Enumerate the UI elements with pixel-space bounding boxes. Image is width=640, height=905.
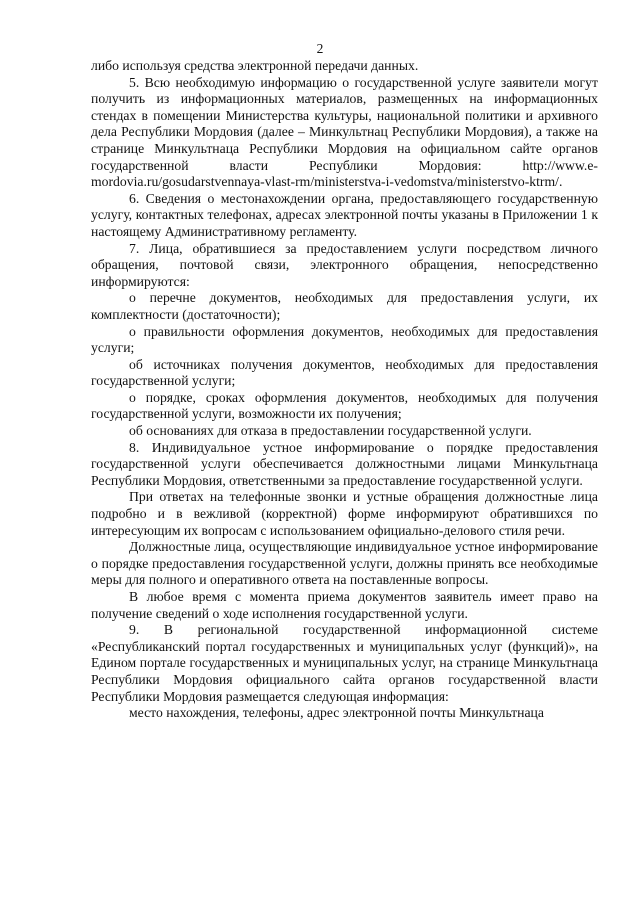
- paragraph-location-info: место нахождения, телефоны, адрес электронной почты Минкультнаца: [129, 705, 544, 721]
- paragraph-continuation: либо используя средства электронной передачи данных.: [91, 58, 419, 73]
- paragraph-item-9: 9. В региональной государственной информационной системе «Республиканский портал государственных и муниципальных услуг (функций)», на Едином портале государственных и муниципальных услуг, на странице Минкультнаца Республики Мордовия официального сайта органов государственной власти Республики Мордовия размещается следующая информация:: [91, 622, 598, 704]
- paragraph-officials: Должностные лица, осуществляющие индивидуальное устное информирование о порядке предоставления государственной услуги, должны принять все необходимые меры для полного и оперативного ответа на поставленные вопросы.: [91, 539, 598, 588]
- paragraph-info-documents-list: о перечне документов, необходимых для предоставления услуги, их комплектности (достаточности);: [91, 290, 598, 322]
- paragraph-info-sources: об источниках получения документов, необходимых для предоставления государственной услуги;: [91, 356, 598, 389]
- document-body: [91, 58, 598, 722]
- paragraph-item-6: 6. Сведения о местонахождении органа, предоставляющего государственную услугу, контактных телефонах, адресах электронной почты указаны в Приложении 1 к настоящему Административному регламенту.: [91, 190, 598, 239]
- paragraph-info-terms: о порядке, сроках оформления документов, необходимых для получения государственной услуги, возможности их получения;: [91, 389, 598, 422]
- page-number: 2: [316, 41, 324, 56]
- paragraph-item-7: 7. Лица, обратившиеся за предоставлением услуги посредством личного обращения, почтовой связи, электронного обращения, непосредственно информируются:: [91, 240, 598, 289]
- paragraph-info-correctness: о правильности оформления документов, необходимых для предоставления услуги;: [91, 323, 598, 356]
- paragraph-info-refusal: об основаниях для отказа в предоставлении государственной услуги.: [129, 423, 532, 439]
- paragraph-status-info: В любое время с момента приема документов заявитель имеет право на получение сведений о ходе исполнения государственной услуги.: [91, 589, 598, 621]
- paragraph-item-8: 8. Индивидуальное устное информирование о порядке предоставления государственной услуги обеспечивается должностными лицами Минкультнаца Республики Мордовия, ответственными за предоставление государственной услуги.: [91, 439, 598, 488]
- paragraph-item-5: 5. Всю необходимую информацию о государственной услуге заявители могут получить из информационных материалов, размещенных на информационных стендах в помещении Министерства культуры, национальной политики и архивного дела Республики Мордовия (далее – Минкультнац Республики Мордовия), а также на странице Минкультнаца Республики Мордовия на официальном сайте органов государственной власти Республики Мордовия: http://www.e-mordovia.ru/gosudarstvennaya-vlast-rm/ministerstva-i-vedomstva/ministerstvo-ktrm/.: [91, 74, 598, 190]
- paragraph-phone-answers: При ответах на телефонные звонки и устные обращения должностные лица подробно и в вежливой (корректной) форме информируют обратившихся по интересующим их вопросам с использованием официально-делового стиля речи.: [91, 489, 598, 538]
